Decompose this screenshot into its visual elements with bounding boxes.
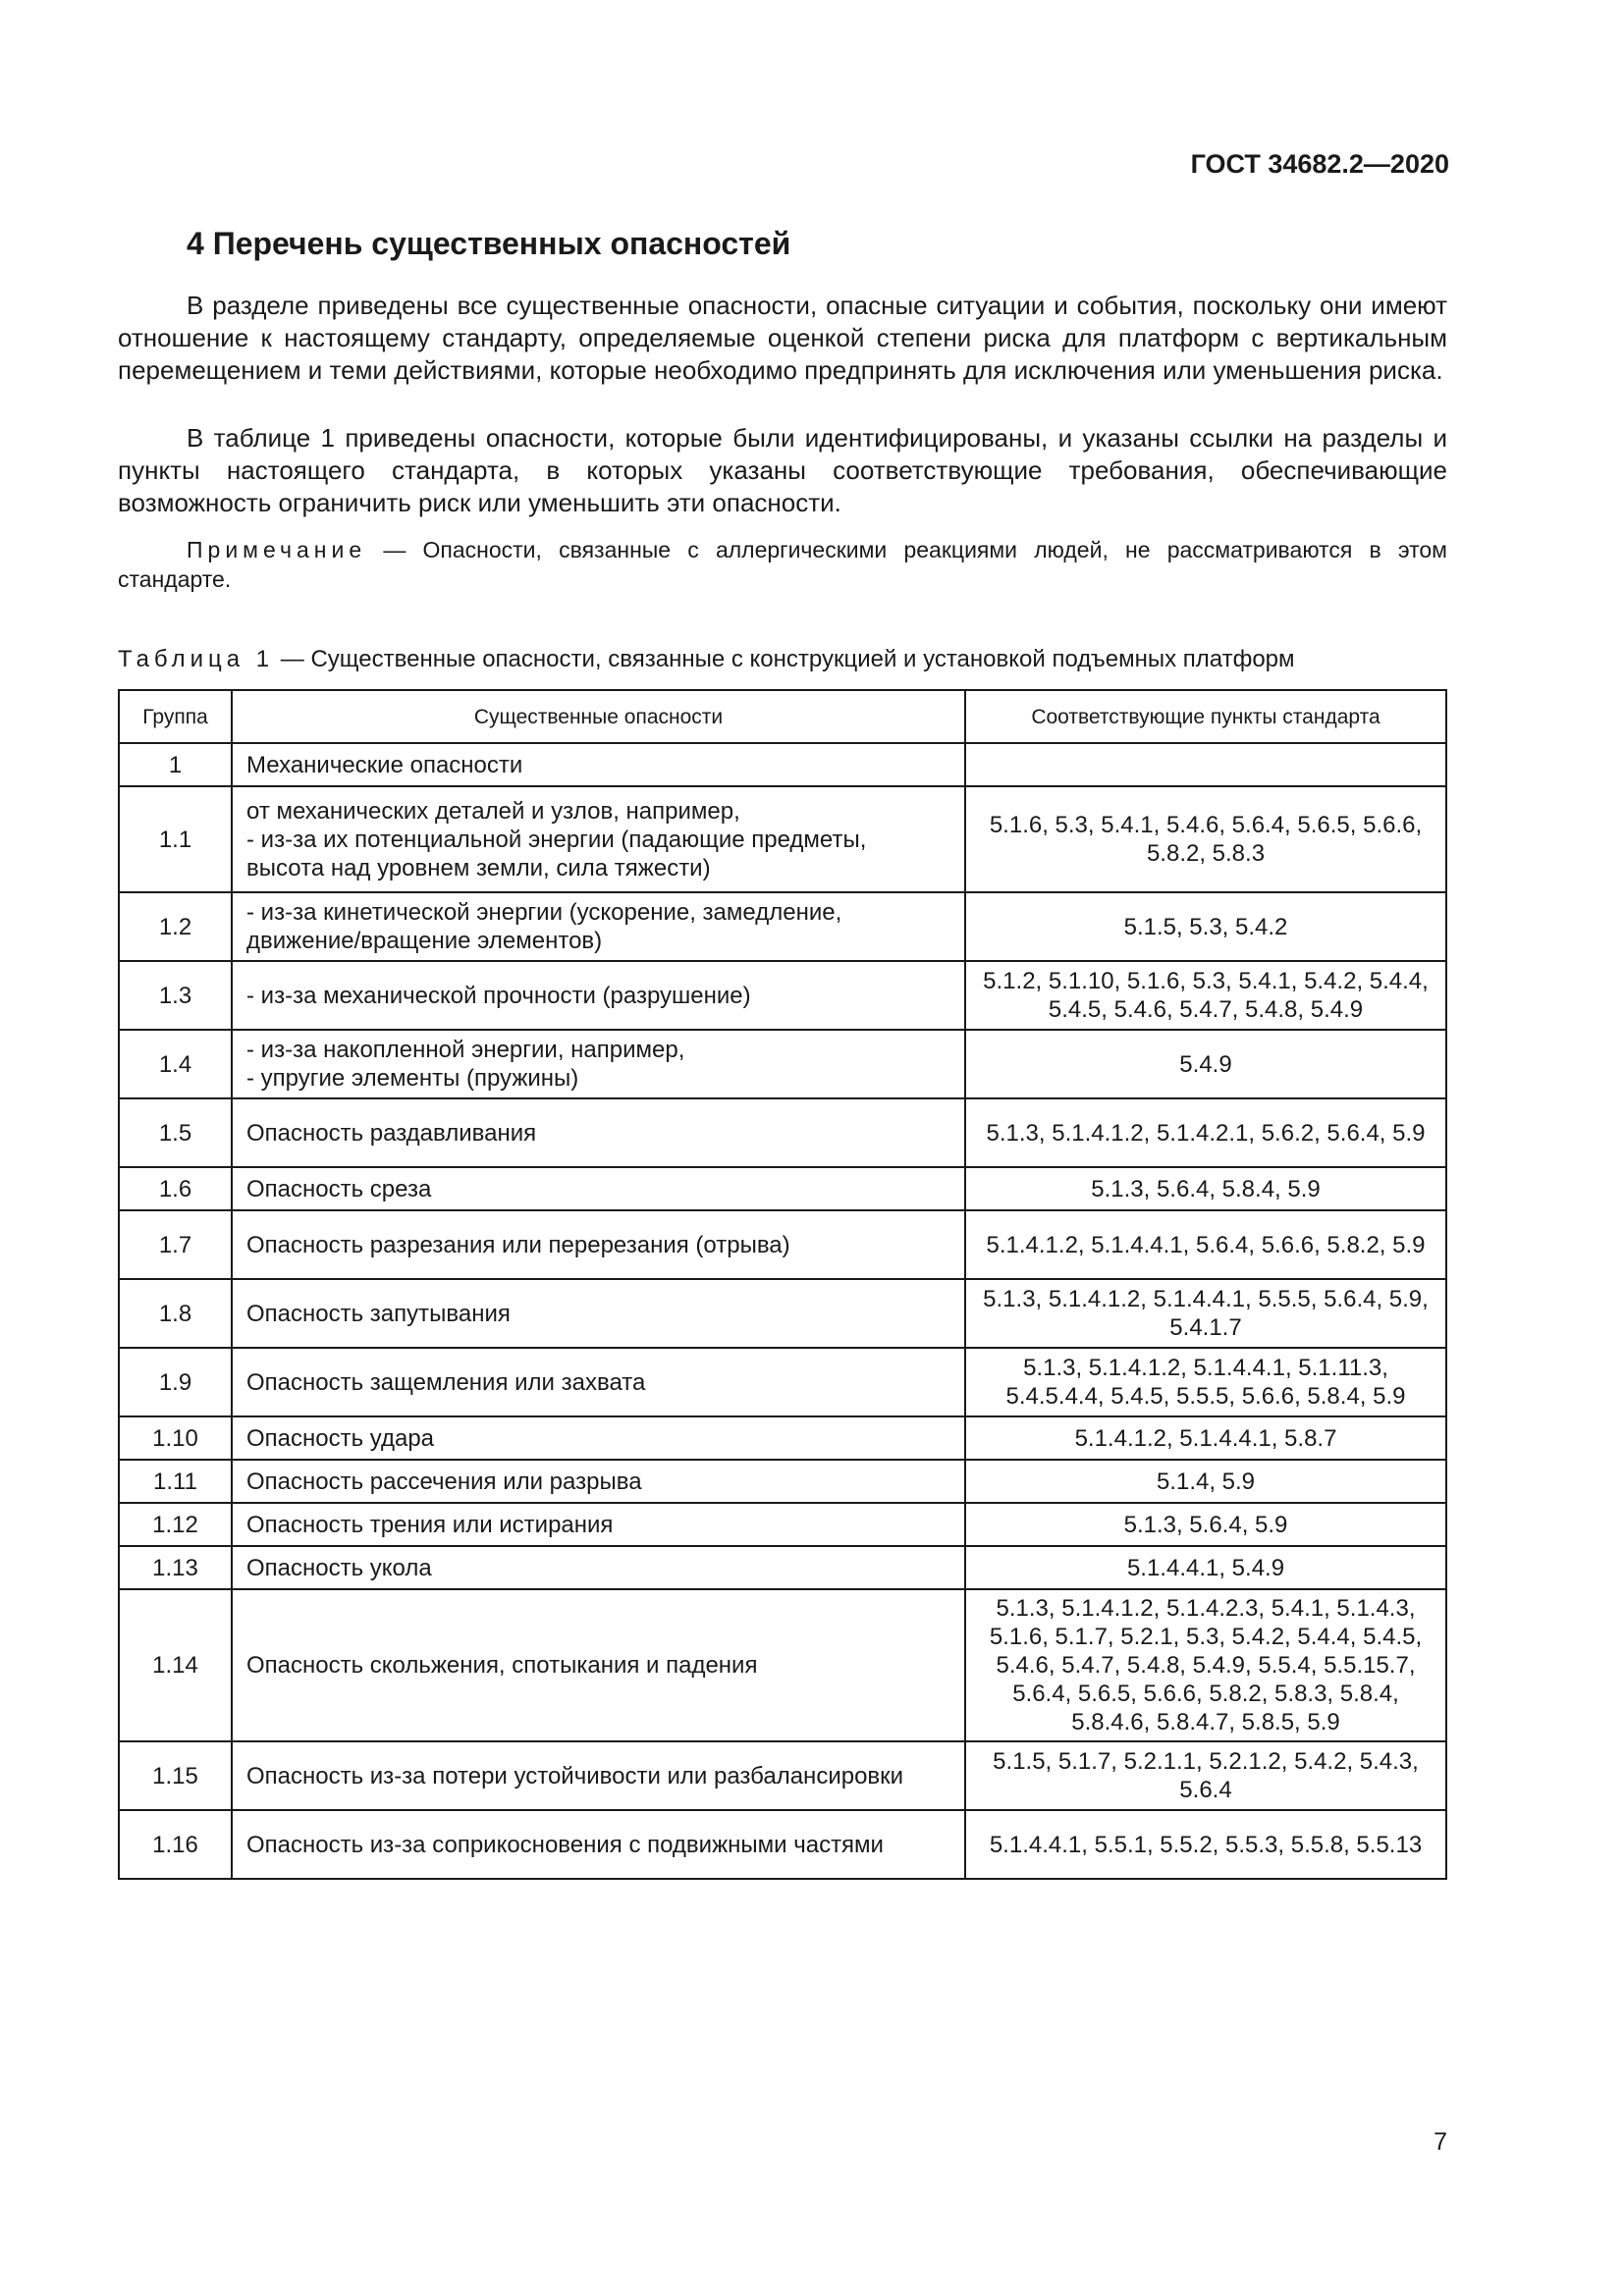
cell-group: 1.12 bbox=[119, 1503, 232, 1546]
cell-hazard bbox=[232, 1589, 965, 1741]
hazard-line: Опасность из-за соприкосновения с подвижными частями bbox=[246, 1831, 884, 1858]
hazard-line: Опасность среза bbox=[246, 1175, 432, 1202]
paragraph-table-ref bbox=[118, 422, 1447, 519]
note-label: Примечание bbox=[187, 537, 367, 562]
cell-hazard bbox=[232, 1210, 965, 1279]
hazard-line: Опасность скольжения, спотыкания и падения bbox=[246, 1652, 758, 1679]
page-number: 7 bbox=[1434, 2128, 1447, 2156]
cell-hazard bbox=[232, 1098, 965, 1167]
cell-references: 5.1.3, 5.1.4.1.2, 5.1.4.2.3, 5.4.1, 5.1.4.3, 5.1.6, 5.1.7, 5.2.1, 5.3, 5.4.2, 5.4.4, 5.4.5, 5.4.6, 5.4.7, 5.4.8, 5.4.9, 5.5.4, 5.5.15.7, 5.6.4, 5.6.5, 5.6.6, 5.8.2, 5.8.3, 5.8.4, 5.8.4.6, 5.8.4.7, 5.8.5, 5.9 bbox=[965, 1589, 1446, 1741]
cell-references: 5.1.3, 5.1.4.1.2, 5.1.4.2.1, 5.6.2, 5.6.4, 5.9 bbox=[965, 1098, 1446, 1167]
cell-hazard bbox=[232, 961, 965, 1030]
cell-hazard bbox=[232, 1279, 965, 1348]
hazard-line: Опасность укола bbox=[246, 1554, 432, 1581]
cell-references: 5.1.3, 5.6.4, 5.9 bbox=[965, 1503, 1446, 1546]
table-row bbox=[119, 1348, 1446, 1416]
cell-hazard bbox=[232, 1741, 965, 1810]
hazard-line: Опасность запутывания bbox=[246, 1300, 511, 1327]
cell-group: 1.4 bbox=[119, 1030, 232, 1098]
hazard-line: - из-за их потенциальной энергии (падающие предметы, высота над уровнем земли, сила тяжести) bbox=[246, 826, 867, 881]
table-row bbox=[119, 892, 1446, 961]
header-references: Соответствующие пункты стандарта bbox=[965, 690, 1446, 743]
table-caption bbox=[118, 646, 1295, 673]
hazard-line: от механических деталей и узлов, например, bbox=[246, 797, 740, 825]
cell-group: 1.2 bbox=[119, 892, 232, 961]
cell-hazard bbox=[232, 1030, 965, 1098]
table-row bbox=[119, 786, 1446, 892]
cell-references: 5.1.3, 5.1.4.1.2, 5.1.4.4.1, 5.5.5, 5.6.4, 5.9, 5.4.1.7 bbox=[965, 1279, 1446, 1348]
cell-group: 1.5 bbox=[119, 1098, 232, 1167]
table-row bbox=[119, 1210, 1446, 1279]
table-row bbox=[119, 743, 1446, 786]
cell-references: 5.4.9 bbox=[965, 1030, 1446, 1098]
hazard-line: - из-за механической прочности (разрушение) bbox=[246, 982, 751, 1009]
header-hazards: Существенные опасности bbox=[232, 690, 965, 743]
cell-references: 5.1.5, 5.3, 5.4.2 bbox=[965, 892, 1446, 961]
table-row bbox=[119, 1503, 1446, 1546]
cell-hazard bbox=[232, 892, 965, 961]
cell-references: 5.1.6, 5.3, 5.4.1, 5.4.6, 5.6.4, 5.6.5, 5.6.6, 5.8.2, 5.8.3 bbox=[965, 786, 1446, 892]
hazard-line: - из-за накопленной энергии, например, bbox=[246, 1037, 685, 1063]
table-row bbox=[119, 1416, 1446, 1460]
cell-references: 5.1.5, 5.1.7, 5.2.1.1, 5.2.1.2, 5.4.2, 5.4.3, 5.6.4 bbox=[965, 1741, 1446, 1810]
table-row bbox=[119, 1589, 1446, 1741]
hazard-line: Опасность из-за потери устойчивости или разбалансировки bbox=[246, 1762, 904, 1789]
hazard-line: Механические опасности bbox=[246, 751, 523, 778]
hazard-line: Опасность защемления или захвата bbox=[246, 1368, 646, 1396]
cell-group: 1.3 bbox=[119, 961, 232, 1030]
table-row bbox=[119, 1460, 1446, 1503]
paragraph-table-ref-text: В таблице 1 приведены опасности, которые были идентифицированы, и указаны ссылки на разделы и пункты настоящего стандарта, в которых указаны соответствующие требования, обеспечивающие возможность ограничить риск или уменьшить эти опасности. bbox=[118, 423, 1447, 517]
table-row bbox=[119, 1810, 1446, 1879]
cell-group: 1.13 bbox=[119, 1546, 232, 1589]
table-row bbox=[119, 1741, 1446, 1810]
cell-group: 1.6 bbox=[119, 1167, 232, 1210]
hazard-line: Опасность рассечения или разрыва bbox=[246, 1468, 642, 1495]
cell-references: 5.1.4, 5.9 bbox=[965, 1460, 1446, 1503]
hazard-line: - упругие элементы (пружины) bbox=[246, 1065, 579, 1092]
cell-hazard bbox=[232, 1503, 965, 1546]
cell-group: 1.1 bbox=[119, 786, 232, 892]
cell-group: 1.7 bbox=[119, 1210, 232, 1279]
cell-group: 1.14 bbox=[119, 1589, 232, 1741]
hazard-line: Опасность разрезания или перерезания (отрыва) bbox=[246, 1231, 790, 1258]
cell-group: 1.9 bbox=[119, 1348, 232, 1416]
cell-group: 1.10 bbox=[119, 1416, 232, 1460]
cell-hazard bbox=[232, 1167, 965, 1210]
table-row bbox=[119, 1167, 1446, 1210]
cell-hazard bbox=[232, 786, 965, 892]
cell-references: 5.1.4.1.2, 5.1.4.4.1, 5.6.4, 5.6.6, 5.8.2, 5.9 bbox=[965, 1210, 1446, 1279]
cell-references: 5.1.4.1.2, 5.1.4.4.1, 5.8.7 bbox=[965, 1416, 1446, 1460]
note bbox=[118, 535, 1447, 594]
paragraph-intro-text: В разделе приведены все существенные опасности, опасные ситуации и события, поскольку они имеют отношение к настоящему стандарту, определяемые оценкой степени риска для платформ с вертикальным перемещением и теми действиями, которые необходимо предпринять для исключения или уменьшения риска. bbox=[118, 291, 1447, 385]
hazard-line: Опасность раздавливания bbox=[246, 1119, 537, 1147]
standard-code: ГОСТ 34682.2—2020 bbox=[1190, 149, 1449, 179]
note-text: — Опасности, связанные с аллергическими реакциями людей, не рассматриваются в этом стандарте. bbox=[118, 537, 1447, 592]
cell-hazard bbox=[232, 1810, 965, 1879]
table-header-row bbox=[119, 690, 1446, 743]
section-title: 4 Перечень существенных опасностей bbox=[187, 226, 791, 261]
cell-hazard bbox=[232, 1416, 965, 1460]
hazards-table bbox=[118, 689, 1447, 1880]
header-group: Группа bbox=[119, 690, 232, 743]
cell-hazard bbox=[232, 1460, 965, 1503]
cell-hazard bbox=[232, 1546, 965, 1589]
table-row bbox=[119, 1030, 1446, 1098]
cell-references: 5.1.4.4.1, 5.4.9 bbox=[965, 1546, 1446, 1589]
table-row bbox=[119, 961, 1446, 1030]
hazard-line: Опасность трения или истирания bbox=[246, 1511, 614, 1538]
hazard-line: - из-за кинетической энергии (ускорение, замедление, движение/вращение элементов) bbox=[246, 899, 842, 954]
table-row bbox=[119, 1279, 1446, 1348]
cell-hazard bbox=[232, 1348, 965, 1416]
cell-references: 5.1.2, 5.1.10, 5.1.6, 5.3, 5.4.1, 5.4.2, 5.4.4, 5.4.5, 5.4.6, 5.4.7, 5.4.8, 5.4.9 bbox=[965, 961, 1446, 1030]
cell-group: 1.8 bbox=[119, 1279, 232, 1348]
cell-references bbox=[965, 743, 1446, 786]
cell-group: 1.15 bbox=[119, 1741, 232, 1810]
table-caption-label: Таблица 1 bbox=[118, 646, 275, 672]
cell-references: 5.1.3, 5.1.4.1.2, 5.1.4.4.1, 5.1.11.3, 5.4.5.4.4, 5.4.5, 5.5.5, 5.6.6, 5.8.4, 5.9 bbox=[965, 1348, 1446, 1416]
cell-group: 1 bbox=[119, 743, 232, 786]
cell-group: 1.11 bbox=[119, 1460, 232, 1503]
cell-hazard bbox=[232, 743, 965, 786]
table-row bbox=[119, 1546, 1446, 1589]
cell-group: 1.16 bbox=[119, 1810, 232, 1879]
table-caption-text: — Существенные опасности, связанные с конструкцией и установкой подъемных платформ bbox=[274, 646, 1295, 672]
table-row bbox=[119, 1098, 1446, 1167]
cell-references: 5.1.3, 5.6.4, 5.8.4, 5.9 bbox=[965, 1167, 1446, 1210]
hazard-line: Опасность удара bbox=[246, 1424, 435, 1452]
paragraph-intro bbox=[118, 290, 1447, 387]
cell-references: 5.1.4.4.1, 5.5.1, 5.5.2, 5.5.3, 5.5.8, 5.5.13 bbox=[965, 1810, 1446, 1879]
